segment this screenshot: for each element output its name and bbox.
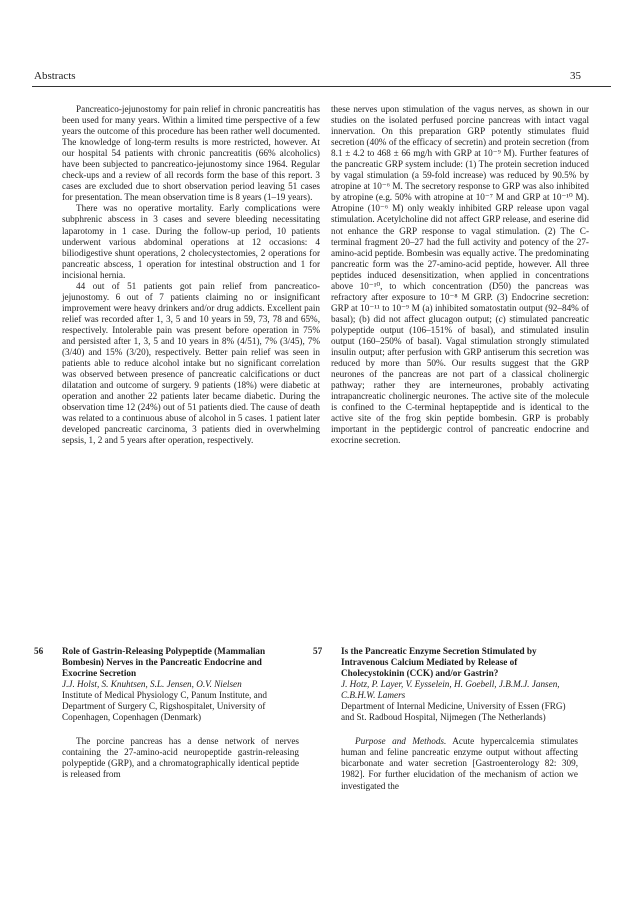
abstract-authors: J. Hotz, P. Layer, V. Eysselein, H. Goebell, J.B.M.J. Jansen, C.B.H.W. Lamers [341,679,560,701]
abstract-authors: J.J. Holst, S. Knuhtsen, S.L. Jensen, O.V. Nielsen [62,679,242,690]
abstract-number: 56 [34,646,44,656]
running-header [32,66,611,87]
paragraph-text: Acute hypercalcemia stimulates human and feline pancreatic enzyme output without affecting bicarbonate and water secretion [Gastroenterology 82: 309, 1982]. For further elucidation of the mechanism of action we investigated the [341,736,579,791]
page-number: 35 [570,70,581,82]
paragraph: The porcine pancreas has a dense network of nerves containing the 27-amino-acid neuropeptide gastrin-releasing polypeptide (GRP), and a chromatographically identical peptide is released from [62,736,299,780]
paragraph: 44 out of 51 patients got pain relief from pancreatico-jejunostomy. 6 out of 7 patients claiming no or insignificant improvement were heavy drinkers and/or drug addicts. Excellent pain relief was recorded after 1, 3, 5 and 10 years in 59, 73, 78 and 65%, respectively. Intolerable pain was present before operation in 75% and persisted after 1, 3, 5 and 10 years in 8% (4/51), 7% (3/45), 7% (3/40) and 15% (3/20), respectively. Better pain relief was seen in patients able to reduce alcohol intake but no significant correlation was observed between presence of pancreatic calcifications or duct dilatation and outcome of surgery. 9 patients (18%) were diabetic at operation and another 22 patients later became diabetic. During the observation time 12 (24%) out of 51 patients died. The cause of death was related to a continuous abuse of alcohol in 5 cases. 1 patient later developed pancreatic carcinoma, 3 patients died in overwhelming sepsis, 1, 2 and 5 years after operation, respectively. [62,280,320,446]
right-column-text [331,104,589,446]
abstract-title: Is the Pancreatic Enzyme Secretion Stimulated by Intravenous Calcium Mediated by Release of Cholecystokinin (CCK) and/or Gastrin? [341,646,537,679]
abstract-title: Role of Gastrin-Releasing Polypeptide (Mammalian Bombesin) Nerves in the Pancreatic Endocrine and Exocrine Secretion [62,646,266,679]
abstract-body [341,736,578,791]
abstract-affiliation: Institute of Medical Physiology C, Panum Institute, and Department of Surgery C, Rigshospitalet, University of Copenhagen, Copenhagen (Denmark) [62,690,267,723]
abstract-56 [34,646,299,781]
abstract-affiliation: Department of Internal Medicine, University of Essen (FRG) and St. Radboud Hospital, Nijmegen (The Netherlands) [341,701,566,723]
section-title: Abstracts [34,70,76,82]
abstract-body [62,736,299,780]
paragraph: Pancreatico-jejunostomy for pain relief in chronic pancreatitis has been used for many years. Within a limited time perspective of a few years the outcome of this procedure has been rather well documented. The knowledge of long-term results is more restricted, however. At our hospital 54 patients with chronic pancreatitis (66% alcoholics) have been subjected to pancreatico-jejunostomy since 1964. Regular check-ups and a review of all records form the base of this report. 3 cases are excluded due to short observation period leaving 51 cases for presentation. The mean observation time is 8 years (1–19 years). [62,104,320,203]
section-lead: Purpose and Methods. [355,736,447,747]
abstract-number: 57 [313,646,323,656]
paragraph: these nerves upon stimulation of the vagus nerves, as shown in our studies on the isolated perfused porcine pancreas with intact vagal innervation. On this preparation GRP potently stimulates fluid secretion (40% of the efficacy of secretin) and protein secretion (from 8.1 ± 4.2 to 468 ± 66 mg/h with GRP at 10⁻⁹ M). Further features of the pancreatic GRP system include: (1) The protein secretion induced by vagal stimulation (a 59-fold increase) was reduced by 90.5% by atropine at 10⁻⁶ M. The secretory response to GRP was also inhibited by atropine (e.g. 50% with atropine at 10⁻⁷ M and GRP at 10⁻¹⁰ M). Atropine (10⁻⁶ M) only weakly inhibited GRP release upon vagal stimulation. Acetylcholine did not affect GRP release, and eserine did not enhance the GRP response to vagal stimulation. (2) The C-terminal fragment 20–27 had the full activity and potency of the 27-amino-acid peptide. Bombesin was equally active. The predominating pancreatic form was the 27-amino-acid peptide, however. All three peptides induced desensitization, when applied in concentrations above 10⁻¹⁰, to which concentration (D50) the pancreas was refractory after exposure to 10⁻⁸ M GRP. (3) Endocrine secretion: GRP at 10⁻¹¹ to 10⁻⁹ M (a) inhibited somatostatin output (92–84% of basal); (b) did not affect glucagon output; (c) stimulated pancreatic polypeptide output (106–151% of basal), and stimulated insulin output (160–250% of basal). Vagal stimulation strongly stimulated insulin output; after perfusion with GRP antiserum this secretion was reduced by more than 50%. Our results suggest that the GRP neurones of the pancreas are not part of a classical cholinergic pathway; rather they are interneurones, probably activating intrapancreatic cholinergic neurones. The active site of the molecule is confined to the C-terminal heptapeptide and is identical to the active site of the frog skin peptide bombesin. GRP is probably important in the peptidergic control of pancreatic endocrine and exocrine secretion. [331,104,589,446]
paragraph: There was no operative mortality. Early complications were subphrenic abscess in 3 cases and severe bleeding necessitating laparotomy in 1 case. During the follow-up period, 10 patients underwent various abdominal operations at 12 occasions: 4 biliodigestive shunt operations, 2 cholecystectomies, 2 operations for pancreatic abscess, 1 operation for intestinal obstruction and 1 for incisional hernia. [62,203,320,280]
left-column-text [62,104,320,446]
paragraph [341,736,578,791]
abstract-57 [313,646,578,792]
